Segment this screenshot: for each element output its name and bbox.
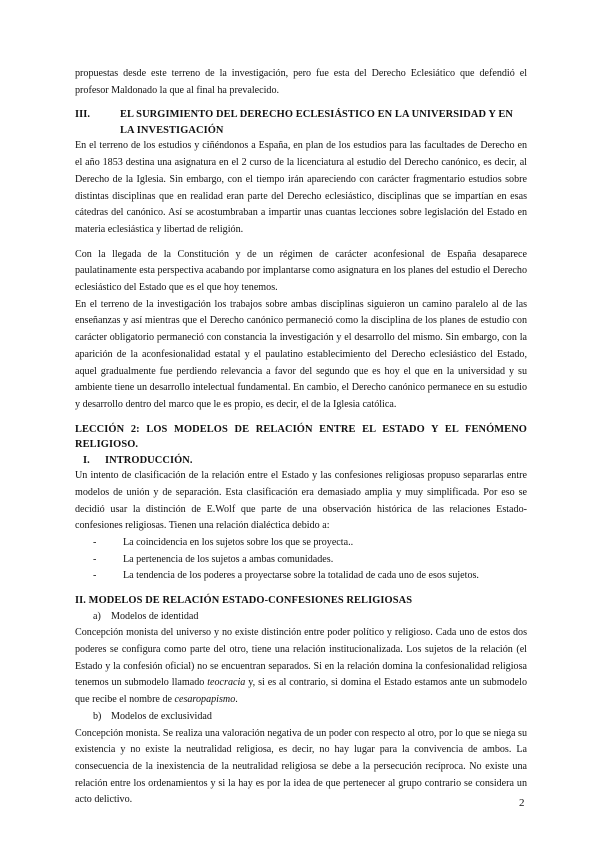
section-3-paragraph-3: En el terreno de la investigación los trabajos sobre ambas disciplinas siguieron un camino paralelo al de las enseñanzas y así mientras que el Derecho canónico permaneció como la disciplina de los planes de estudio con carácter obligatorio permaneció con constancia la investigación y el desarrollo del mismo. Sin embargo, con la aparición de la aconfesionalidad estatal y el paulatino establecimiento del Derecho eclesiástico del Estado, aquel gradualmente fue perdiendo relevancia a favor del segundo que es hoy el que en la universidad y su ambiente tiene un desarrollo intelectual fundamental. En cambio, el Derecho canónico permanece en su estudio y desarrollo dentro del marco que le es propio, es decir, el de la Iglesia católica. bbox=[75, 298, 527, 410]
introduction-number: I. bbox=[83, 454, 90, 466]
section-3-paragraph-2: Con la llegada de la Constitución y de un régimen de carácter aconfesional de España desaparece paulatinamente esta perspectiva acabando por implantarse como asignatura en los planes del estudio el Derecho eclesiástico del Estado que es el que hoy tenemos. bbox=[75, 248, 527, 294]
page-content bbox=[75, 66, 527, 809]
list-item: - La pertenencia de los sujetos a ambas comunidades. bbox=[75, 552, 527, 569]
list-item-text: La pertenencia de los sujetos a ambas comunidades. bbox=[123, 553, 334, 565]
subsection-b-title: Modelos de exclusividad bbox=[111, 710, 212, 722]
section-3-number: III. bbox=[75, 109, 91, 121]
introduction-paragraph: Un intento de clasificación de la relación entre el Estado y las confesiones religiosas propuso separarlas entre modelos de unión y de separación. Esta clasificación era demasiado amplia y muy simplificada. Por eso se decidió usar la distinción de E.Wolf que parte de una observación histórica de las relaciones Estado-confesiones religiosas. Tienen una relación dialéctica debido a: bbox=[75, 470, 527, 532]
list-item: - La tendencia de los poderes a proyectarse sobre la totalidad de cada uno de esos sujetos. bbox=[75, 568, 527, 585]
subsection-b-letter: b) bbox=[93, 710, 102, 722]
term-teocracia: teocracia bbox=[207, 677, 246, 689]
section-3-title: EL SURGIMIENTO DEL DERECHO ECLESIÁSTICO EN LA UNIVERSIDAD Y EN LA INVESTIGACIÓN bbox=[120, 109, 513, 136]
intro-paragraph: propuestas desde este terreno de la investigación, pero fue esta del Derecho Eclesiático que defendió el profesor Maldonado la que al final ha prevalecido. bbox=[75, 68, 527, 96]
lesson-2-heading: LECCIÓN 2: LOS MODELOS DE RELACIÓN ENTRE EL ESTADO Y EL FENÓMENO RELIGIOSO. bbox=[75, 423, 527, 451]
page-number: 2 bbox=[519, 797, 525, 809]
paragraph-text: . bbox=[235, 694, 238, 706]
list-item-text: La coincidencia en los sujetos sobre los que se proyecta.. bbox=[123, 536, 354, 548]
paragraph-text: y, si es al contrario, si domina el Estado estamos ante un submodelo que recibe el nombre de bbox=[75, 677, 527, 706]
subsection-b-paragraph: Concepción monista. Se realiza una valoración negativa de un poder con respecto al otro, por lo que se niega su existencia y no existe la neutralidad religiosa, es decir, no hay lugar para la convivencia de ambos. La consecuencia de la inexistencia de la neutralidad religiosa se debe a la persecución recíproca. No existe una relación entre los ordenamientos y si la hay es por la idea de que pertenecer al grupo contrario se considera un acto delictivo. bbox=[75, 727, 527, 806]
section-3-paragraph-1: En el terreno de los estudios y ciñéndonos a España, en plan de los estudios para las facultades de Derecho en el año 1853 destina una asignatura en el 2 curso de la licenciatura al estudio del Derecho canónico, es decir, al Derecho de la Iglesia. Sin embargo, con el tiempo irán apareciendo con carácter fragmentario estudios sobre distintas disciplinas que en realidad eran parte del Derecho eclesiástico, disciplinas que se impartían en esas cátedras del canónico. Así se acostumbraban a impartir unas cuantas lecciones sobre legislación del Estado en materia eclesiástica y libertad de religión. bbox=[75, 140, 527, 235]
introduction-heading bbox=[75, 453, 527, 469]
subsection-a-title: Modelos de identidad bbox=[111, 610, 199, 622]
subsection-a-letter: a) bbox=[93, 610, 101, 622]
subsection-b-heading bbox=[75, 709, 527, 726]
list-item: - La coincidencia en los sujetos sobre los que se proyecta.. bbox=[75, 535, 527, 552]
list-item-text: La tendencia de los poderes a proyectarse sobre la totalidad de cada uno de esos sujetos. bbox=[123, 570, 479, 582]
section-3-heading bbox=[75, 107, 527, 138]
subsection-a-heading bbox=[75, 609, 527, 626]
section-2-heading: II. MODELOS DE RELACIÓN ESTADO-CONFESIONES RELIGIOSAS bbox=[75, 595, 413, 607]
dialectic-list bbox=[75, 535, 527, 585]
subsection-a-paragraph bbox=[75, 625, 527, 709]
term-cesaropapismo: cesaropapismo bbox=[174, 694, 236, 706]
paragraph-text: Concepción monista del universo y no existe distinción entre poder político y religioso. Cada uno de estos dos poderes se configura como parte del otro, tiene una relación institucionalizada. Los sujetos de la relación (el Estado y la confesión oficial) no se encuentran separados. Si en la relación domina la confesionalidad religiosa tenemos un submodelo llamado bbox=[75, 627, 527, 689]
introduction-title: INTRODUCCIÓN. bbox=[105, 454, 193, 466]
